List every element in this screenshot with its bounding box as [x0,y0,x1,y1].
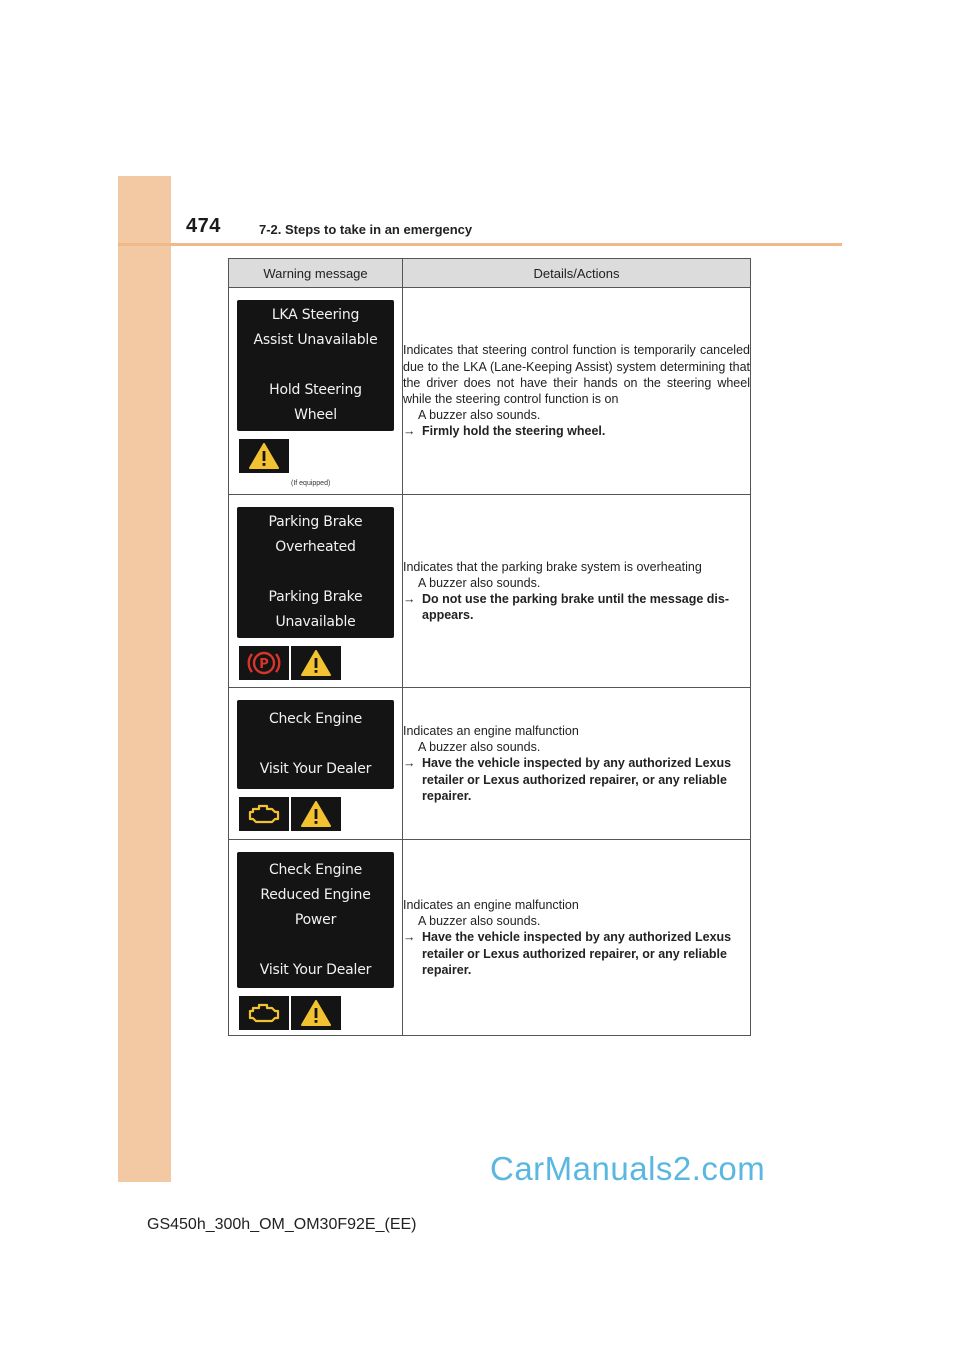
arrow-icon: → [403,424,416,439]
warning-triangle-icon [291,996,341,1030]
arrow-icon: → [403,592,416,606]
display-line: Hold Steering [269,382,362,398]
description: Indicates that the parking brake system is overheating [403,559,702,574]
display-line: Reduced Engine [260,886,371,903]
watermark-link[interactable]: CarManuals2.com [490,1150,766,1187]
details-cell [403,495,751,688]
table-row [229,688,751,840]
action-text: → Have the vehicle inspected by any authorized Lexus retailer or Lexus authorized repairer, or any reliable repairer. [403,930,732,977]
display-line: Parking Brake [268,514,363,530]
side-band [118,176,171,1182]
column-header-details: Details/Actions [403,259,751,288]
buzzer-note: A buzzer also sounds. [418,740,541,755]
header-rule [118,243,842,246]
document-code: GS450h_300h_OM_OM30F92E_(EE) [147,1216,417,1233]
description: Indicates an engine malfunction [403,723,579,738]
display-line: Visit Your Dealer [259,961,372,978]
display-line: Overheated [275,539,356,555]
warning-triangle-icon [291,646,341,680]
arrow-icon: → [403,756,416,771]
display-line: LKA Steering [271,307,360,323]
warning-triangle-icon [239,439,289,473]
display-line: Assist Unavailable [253,332,378,348]
buzzer-note: A buzzer also sounds. [418,408,541,423]
parking-brake-icon [239,646,289,680]
action-text: → Do not use the parking brake until the message dis-appears. [403,592,730,623]
action-text: → Have the vehicle inspected by any authorized Lexus retailer or Lexus authorized repairer, or any reliable repairer. [403,756,732,803]
display-line: Check Engine [268,861,363,878]
warning-table [228,258,751,1036]
table-row [229,288,751,495]
display-message-lka [237,300,394,431]
warning-message-cell [229,288,403,495]
display-message-check-engine [237,700,394,789]
display-line: Unavailable [275,614,356,630]
table-row [229,495,751,688]
warning-message-cell [229,688,403,840]
column-header-message: Warning message [229,259,403,288]
details-cell [403,288,751,495]
display-line: Parking Brake [268,589,363,605]
warning-message-cell [229,495,403,688]
page-number: 474 [186,215,221,237]
warning-triangle-icon [291,797,341,831]
details-cell [403,688,751,840]
display-message-parking-brake [237,507,394,638]
display-line: Wheel [294,407,337,423]
description: Indicates an engine malfunction [403,897,579,912]
check-engine-icon [239,996,289,1030]
display-message-reduced-power [237,852,394,988]
table-header-row [229,259,751,288]
buzzer-note: A buzzer also sounds. [418,914,541,929]
details-cell [403,840,751,1036]
display-line: Check Engine [268,711,363,727]
svg-text:P: P [259,657,269,672]
if-equipped-note: (If equipped) [291,480,331,487]
display-line: Visit Your Dealer [259,761,372,777]
section-title: 7-2. Steps to take in an emergency [259,222,473,237]
description: Indicates that steering control function is temporarily canceled due to the LKA (Lane-Keeping Assist) system determining that the driver does not have their hands on the steering wheel while the steering control function is on [403,343,750,406]
action-text: → Firmly hold the steering wheel. [403,424,606,439]
buzzer-note: A buzzer also sounds. [418,575,541,590]
table-row [229,840,751,1036]
warning-message-cell [229,840,403,1036]
check-engine-icon [239,797,289,831]
arrow-icon: → [403,930,416,945]
display-line: Power [294,911,337,928]
